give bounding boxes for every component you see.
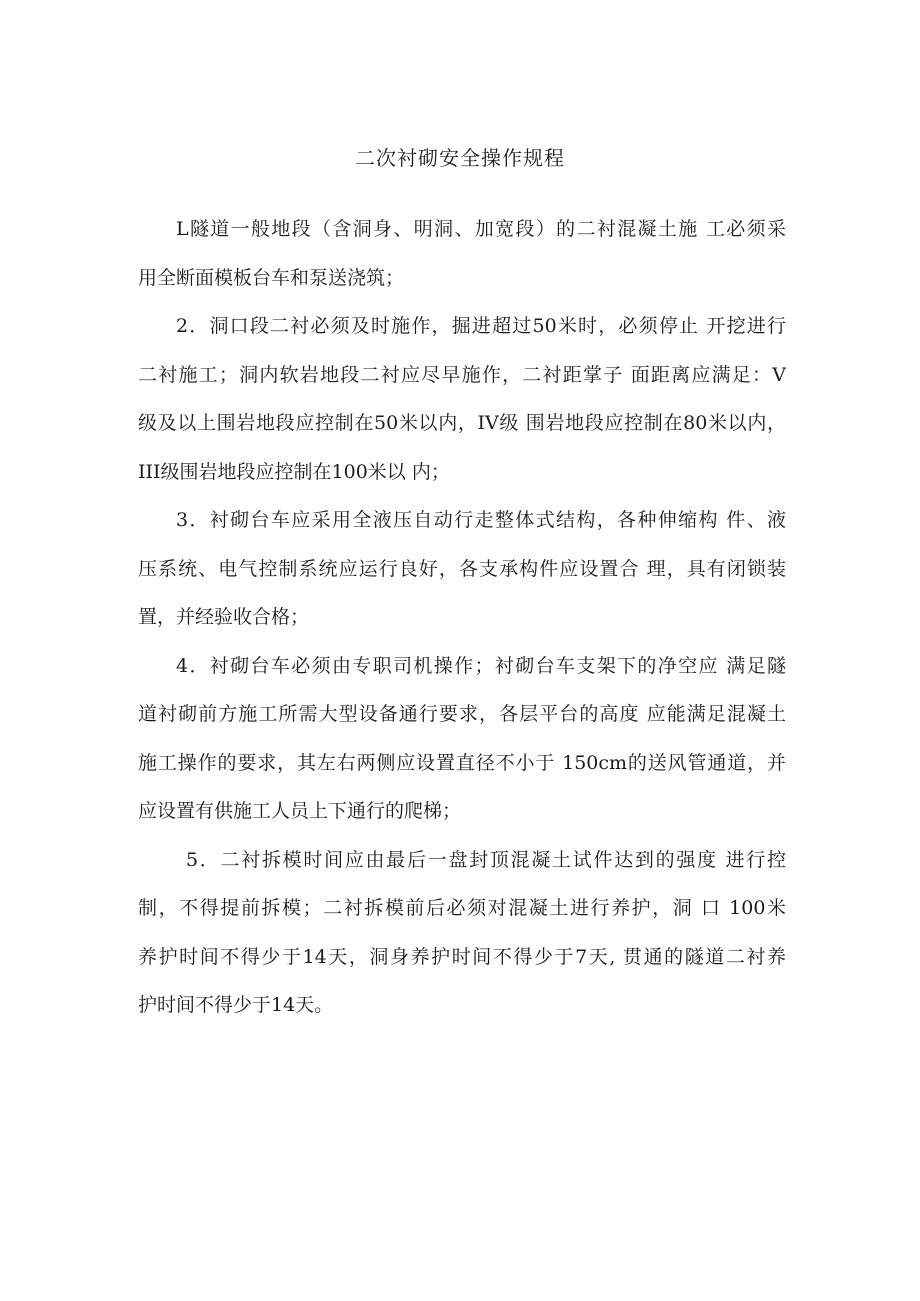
paragraph-line: 置，并经验收合格； bbox=[138, 606, 310, 628]
paragraph-line: 制，不得提前拆模；二衬拆模前后必须对混凝土进行养护，洞 口 100米 bbox=[138, 897, 786, 919]
paragraph-3 bbox=[138, 496, 786, 642]
paragraph-line: 4．衬砌台车必须由专职司机操作；衬砌台车支架下的净空应 满足隧 bbox=[176, 654, 786, 677]
paragraph-line: 3．衬砌台车应采用全液压自动行走整体式结构，各种伸缩构 件、液 bbox=[176, 509, 786, 531]
paragraph-line: 二衬施工；洞内软岩地段二衬应尽早施作，二衬距掌子 面距离应满足：V bbox=[138, 363, 786, 386]
paragraph-1 bbox=[138, 205, 786, 302]
paragraph-line: 2．洞口段二衬必须及时施作，掘进超过50米时，必须停止 开挖进行 bbox=[176, 315, 786, 337]
document-body bbox=[138, 205, 786, 1030]
paragraph-line: 压系统、电气控制系统应运行良好，各支承构件应设置合 理，具有闭锁装 bbox=[138, 557, 786, 580]
paragraph-5 bbox=[138, 836, 786, 1030]
document-title: 二次衬砌安全操作规程 bbox=[355, 146, 565, 170]
paragraph-4 bbox=[138, 642, 786, 836]
paragraph-line: 施工操作的要求，其左右两侧应设置直径不小于 150cm的送风管通道，并 bbox=[138, 751, 786, 774]
paragraph-line: 道衬砌前方施工所需大型设备通行要求，各层平台的高度 应能满足混凝土 bbox=[138, 703, 786, 725]
paragraph-line: 5．二衬拆模时间应由最后一盘封顶混凝土试件达到的强度 进行控 bbox=[186, 848, 786, 871]
paragraph-line: 护时间不得少于14天。 bbox=[138, 994, 334, 1016]
paragraph-line: L隧道一般地段（含洞身、明洞、加宽段）的二衬混凝土施 工必须采 bbox=[176, 218, 786, 240]
paragraph-line: III级围岩地段应控制在100米以 内； bbox=[138, 460, 450, 483]
paragraph-line: 应设置有供施工人员上下通行的爬梯； bbox=[138, 800, 462, 822]
paragraph-line: 用全断面模板台车和泵送浇筑； bbox=[138, 266, 405, 289]
paragraph-line: 级及以上围岩地段应控制在50米以内，IV级 围岩地段应控制在80米以内， bbox=[138, 412, 786, 434]
paragraph-line: 养护时间不得少于14天，洞身养护时间不得少于7天, 贯通的隧道二衬养 bbox=[138, 945, 786, 968]
paragraph-2 bbox=[138, 302, 786, 496]
